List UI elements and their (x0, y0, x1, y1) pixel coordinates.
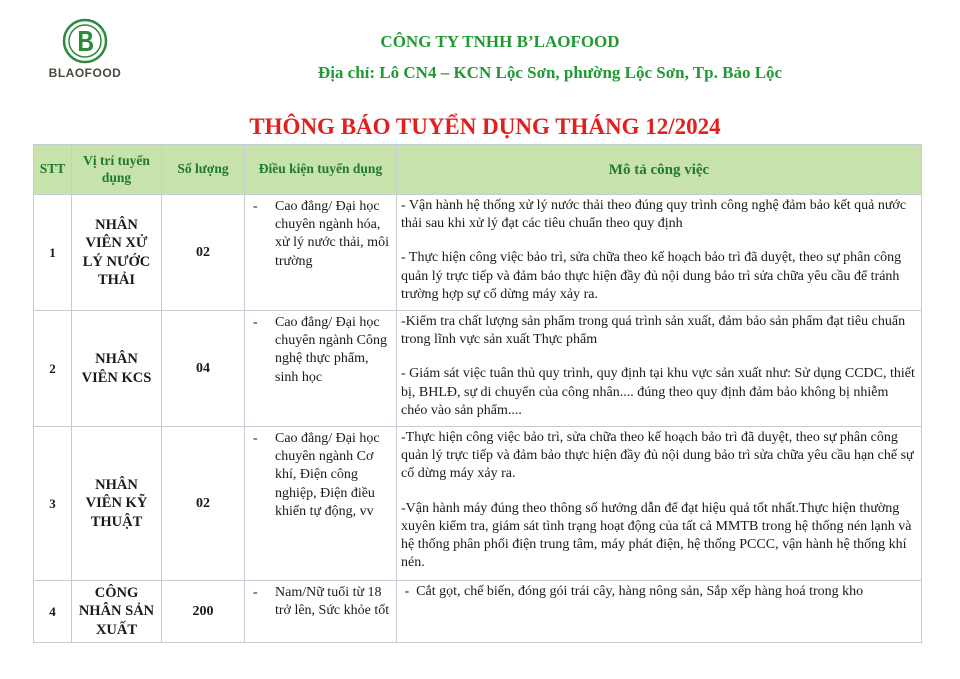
b-letter-circle-logo-icon (62, 18, 108, 64)
row-description-cell (397, 427, 922, 581)
row-description-cell (397, 581, 922, 643)
row-position: NHÂN VIÊN KCS (72, 311, 162, 427)
recruitment-table (33, 144, 922, 643)
header-quantity: Số lượng (162, 145, 245, 195)
table-row (34, 195, 922, 311)
row-condition-cell: - Cao đẳng/ Đại học chuyên ngành Công nghệ thực phẩm, sinh học (245, 311, 397, 427)
company-address: Địa chỉ: Lô CN4 – KCN Lộc Sơn, phường Lộc Sơn, Tp. Bảo Lộc (317, 63, 783, 82)
row-description-cell (397, 311, 922, 427)
row-description-cell (397, 195, 922, 311)
row-quantity: 02 (162, 427, 245, 581)
row-condition: Nam/Nữ tuổi từ 18 trở lên, Sức khỏe tốt (275, 585, 390, 619)
row-condition: Cao đẳng/ Đại học chuyên ngành Công nghệ thực phẩm, sinh học (275, 315, 387, 385)
task-item: -Kiểm tra chất lượng sản phẩm trong quá trình sản xuất, đảm bảo sản phẩm đạt tiêu chuẩn trong lĩnh vực sản xuất Thực phẩm (401, 314, 906, 348)
task-item: -Vận hành máy đúng theo thông số hướng dẫn để đạt hiệu quả tốt nhất.Thực hiện thường xuyên kiểm tra, giám sát tình trạng hoạt động của tất cả MMTB trong hệ thống nén lạnh và hệ thống phân phối điện trung tâm, máy phát điện, hệ thống PCCC, vận hành hệ thống khí nén. (401, 500, 912, 571)
company-logo (40, 18, 130, 88)
header-stt: STT (34, 145, 72, 195)
row-condition-cell: - Nam/Nữ tuổi từ 18 trở lên, Sức khỏe tốt (245, 581, 397, 643)
page-title: THÔNG BÁO TUYỂN DỤNG THÁNG 12/2024 (249, 114, 721, 139)
header-description: Mô tả công việc (397, 145, 922, 195)
row-quantity: 200 (162, 581, 245, 643)
row-quantity: 04 (162, 311, 245, 427)
row-condition: Cao đẳng/ Đại học chuyên ngành hóa, xử lý nước thải, môi trường (275, 199, 389, 269)
header-position: Vị trí tuyển dụng (72, 145, 162, 195)
task-item: - Cắt gọt, chế biến, đóng gói trái cây, hàng nông sản, Sắp xếp hàng hoá trong kho (401, 584, 864, 599)
row-stt: 4 (34, 581, 72, 643)
task-item: - Thực hiện công việc bảo trì, sửa chữa theo kế hoạch bảo trì đã duyệt, theo sự phân công quản lý trực tiếp và đảm bảo thực hiện đầy đủ nội dung bảo trì sửa chữa yêu cầu để tránh trường hợp sự cố dừng máy xảy ra. (401, 250, 902, 302)
row-condition: Cao đẳng/ Đại học chuyên ngành Cơ khí, Điện công nghiệp, Điện điều khiển tự động, vv (275, 431, 380, 519)
table-row (34, 427, 922, 581)
row-stt: 1 (34, 195, 72, 311)
table-header-row (34, 145, 922, 195)
row-position: NHÂN VIÊN KỸ THUẬT (72, 427, 162, 581)
row-stt: 3 (34, 427, 72, 581)
task-item: -Thực hiện công việc bảo trì, sửa chữa theo kế hoạch bảo trì đã duyệt, theo sự phân công quản lý trực tiếp và đảm bảo thực hiện đầy đủ nội dung bảo trì sửa chữa yêu cầu hạn chế sự cố dừng máy xảy ra. (401, 430, 914, 482)
row-quantity: 02 (162, 195, 245, 311)
row-position: NHÂN VIÊN XỬ LÝ NƯỚC THẢI (72, 195, 162, 311)
company-name: CÔNG TY TNHH B’LAOFOOD (380, 32, 620, 51)
header-conditions: Điều kiện tuyển dụng (245, 145, 397, 195)
row-stt: 2 (34, 311, 72, 427)
logo-text: BLAOFOOD (48, 66, 122, 80)
task-item: - Giám sát việc tuân thủ quy trình, quy định tại khu vực sản xuất như: Sử dụng CCDC, thiết bị, BHLĐ, sự di chuyển của công nhân.... đúng theo quy định đảm bảo không bị nhiễm chéo vào sản phẩm.... (401, 366, 915, 418)
row-condition-cell: - Cao đẳng/ Đại học chuyên ngành Cơ khí, Điện công nghiệp, Điện điều khiển tự động, vv (245, 427, 397, 581)
row-condition-cell: - Cao đẳng/ Đại học chuyên ngành hóa, xử lý nước thải, môi trường (245, 195, 397, 311)
row-position: CÔNG NHÂN SẢN XUẤT (72, 581, 162, 643)
task-item: - Vận hành hệ thống xử lý nước thải theo đúng quy trình công nghệ đảm bảo kết quả nước thải sau khi xử lý đạt các tiêu chuẩn theo quy định (401, 198, 907, 232)
table-row (34, 581, 922, 643)
table-row (34, 311, 922, 427)
